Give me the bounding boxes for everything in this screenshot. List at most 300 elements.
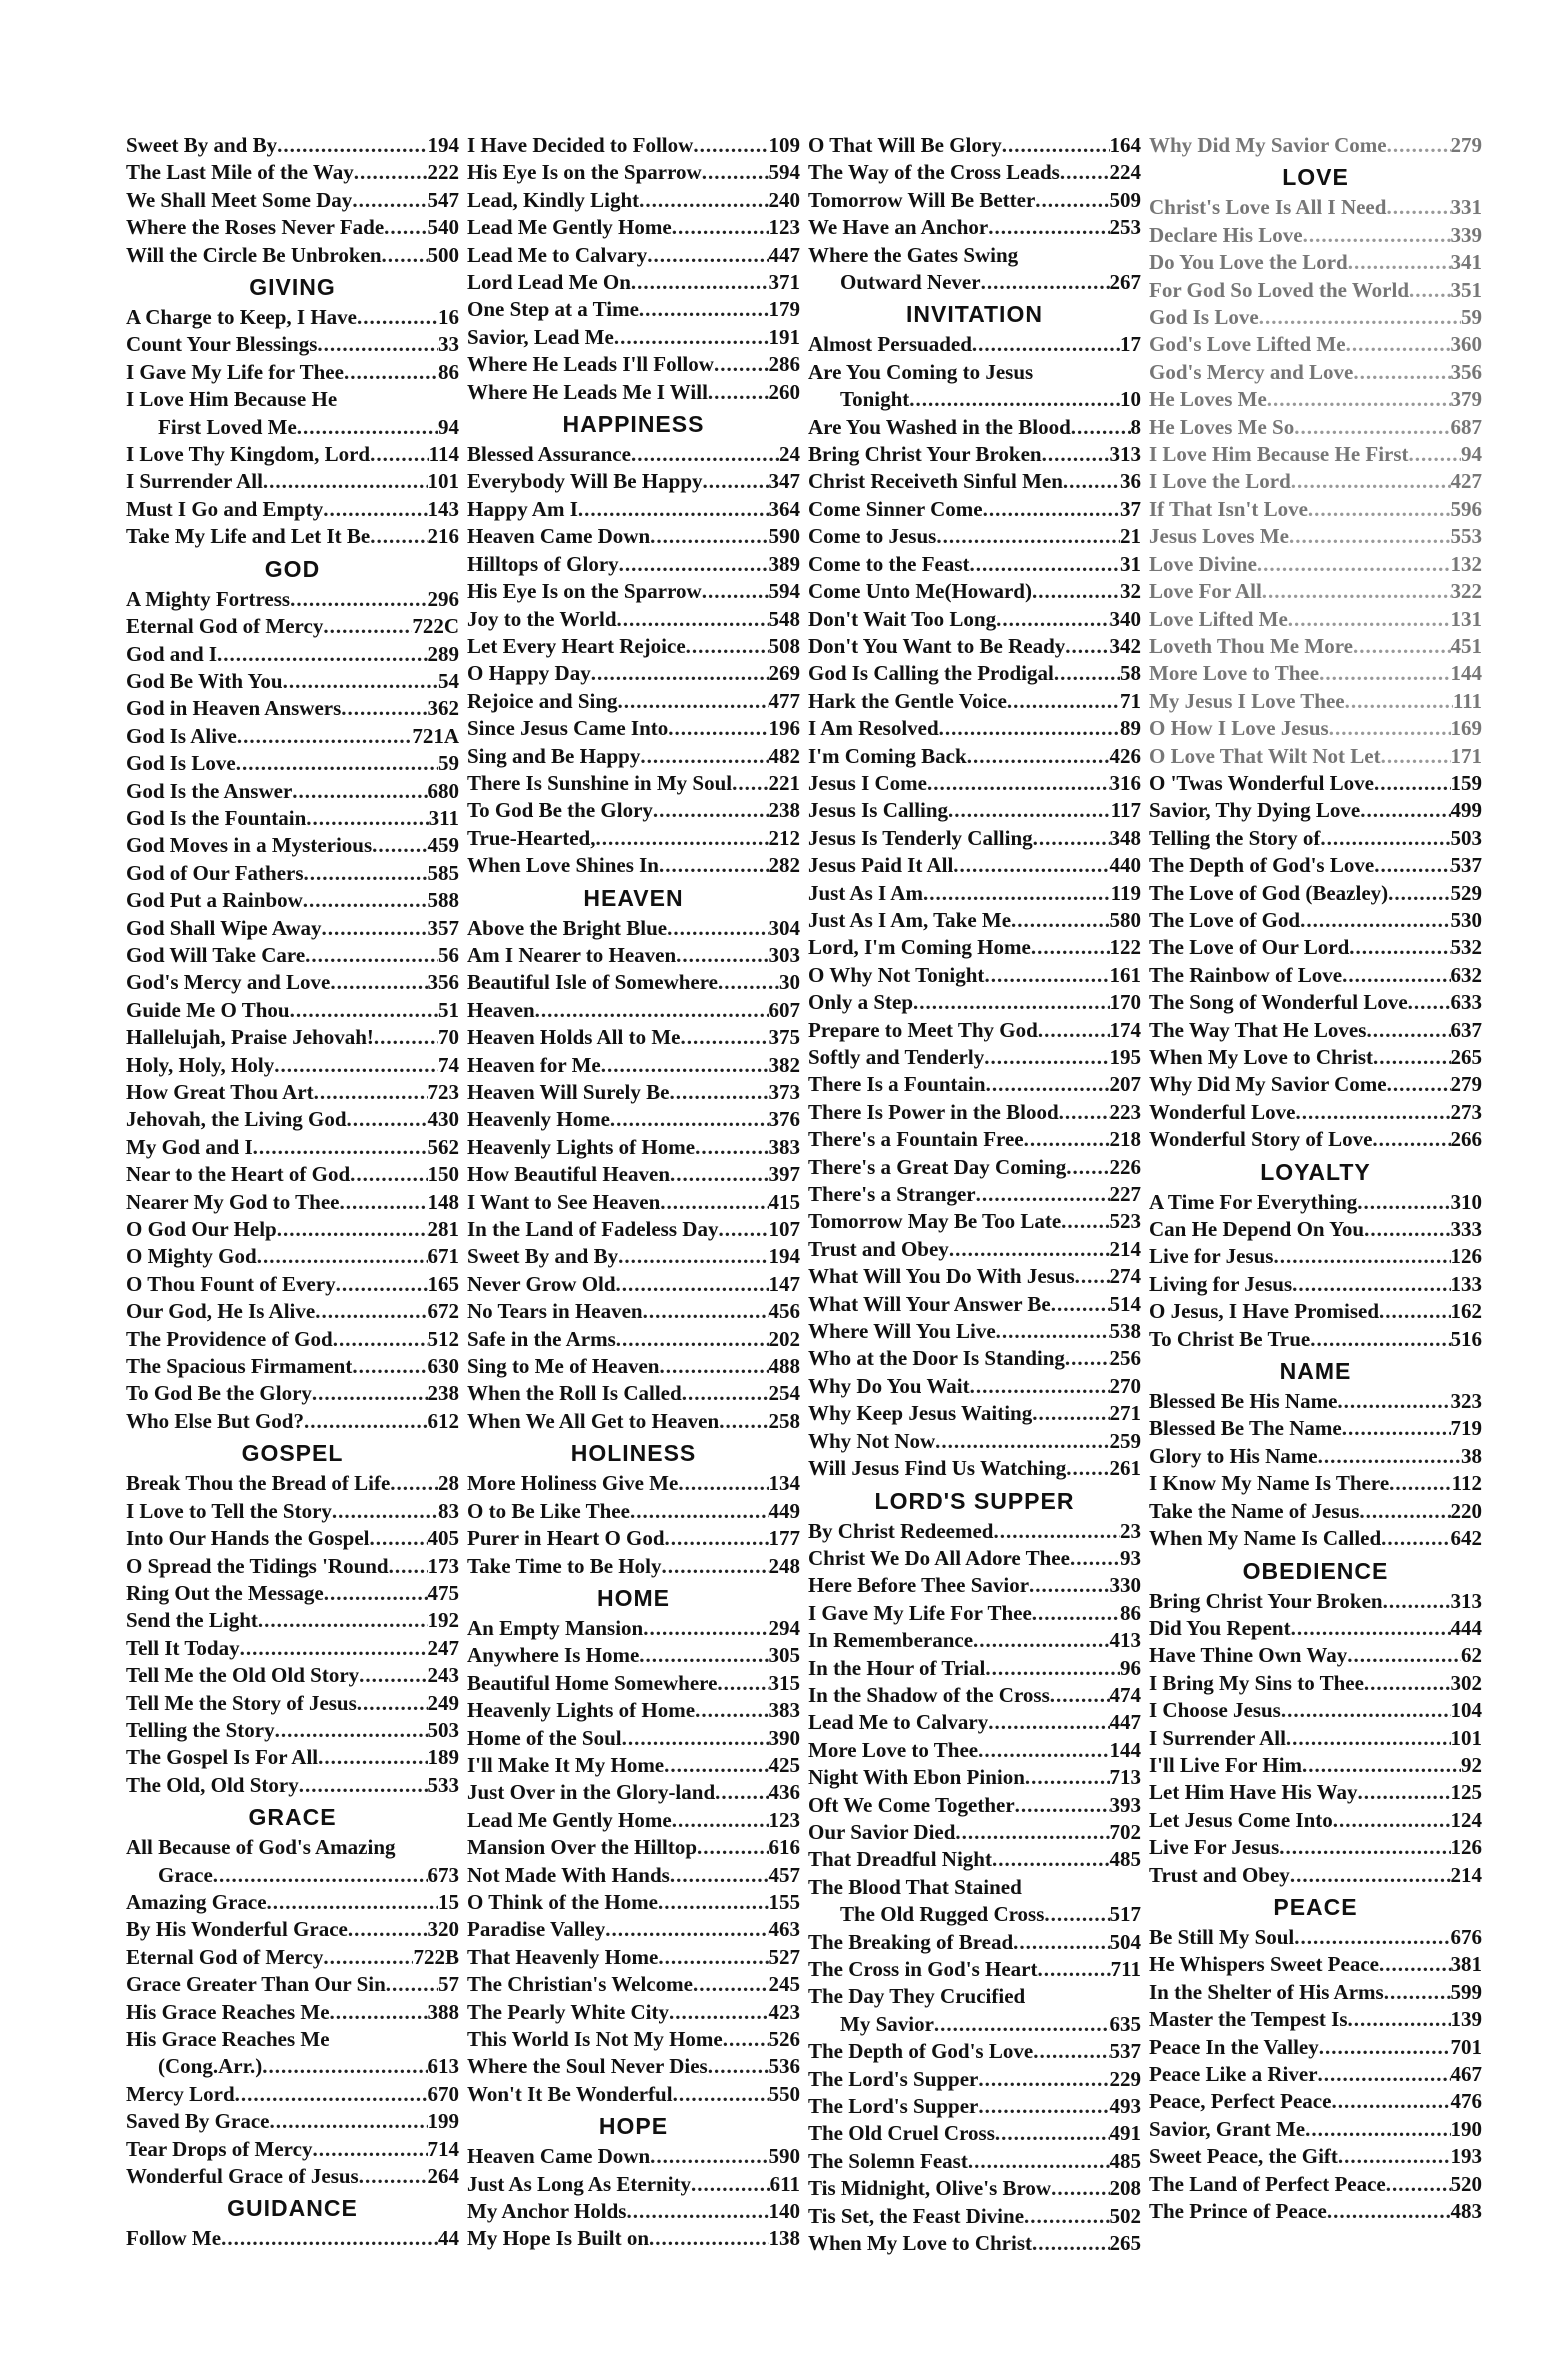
- dot-leader: [686, 633, 769, 660]
- hymn-title: Near to the Heart of God: [126, 1162, 351, 1187]
- dot-leader: [1387, 132, 1451, 159]
- hymn-number: 330: [1109, 1573, 1141, 1598]
- topic-section: [126, 1799, 459, 2190]
- hymn-number: 162: [1450, 1299, 1482, 1324]
- hymn-number: 17: [1120, 332, 1141, 357]
- dot-leader: [972, 331, 1120, 358]
- dot-leader: [719, 1408, 768, 1435]
- hymn-entry: [1149, 1725, 1482, 1752]
- hymn-number: 74: [438, 1052, 459, 1077]
- dot-leader: [1024, 2203, 1109, 2230]
- hymn-entry: [126, 2163, 459, 2190]
- hymn-entry: [126, 1999, 459, 2026]
- hymn-title: When My Love to Christ: [1149, 1045, 1373, 1069]
- hymn-number: 224: [1109, 160, 1141, 185]
- dot-leader: [1044, 1901, 1109, 1928]
- hymn-number: 607: [768, 997, 800, 1022]
- hymn-title: Just As Long As Eternity: [467, 2171, 692, 2196]
- hymn-number: 159: [1450, 770, 1482, 795]
- hymn-entry: [808, 1318, 1141, 1345]
- dot-leader: [336, 1271, 428, 1298]
- dot-leader: [359, 1662, 427, 1689]
- hymn-number: 590: [768, 524, 800, 549]
- hymn-entry: [467, 852, 800, 879]
- hymn-entry: [1149, 468, 1482, 495]
- dot-leader: [703, 468, 769, 495]
- hymn-title: Who at the Door Is Standing: [808, 1346, 1065, 1371]
- hymn-title: He Loves Me So: [1149, 414, 1295, 439]
- hymn-entry: [126, 359, 459, 386]
- hymn-entry: [126, 1889, 459, 1916]
- hymn-number: 483: [1450, 2199, 1482, 2224]
- hymn-entry: [808, 1819, 1141, 1846]
- hymn-title: The Blood That Stained: [808, 1874, 1022, 1899]
- hymn-title: I'll Make It My Home: [467, 1752, 665, 1777]
- hymn-title: Sweet Peace, the Gift: [1149, 2144, 1338, 2169]
- hymn-entry: [808, 852, 1141, 879]
- dot-leader: [1349, 934, 1450, 961]
- index-column: [1149, 132, 1482, 2307]
- dot-leader: [665, 1525, 769, 1552]
- hymn-number: 425: [768, 1752, 800, 1777]
- hymn-entry: [467, 915, 800, 942]
- hymn-title: God Be With You: [126, 668, 283, 693]
- hymn-title: Everybody Will Be Happy: [467, 469, 703, 494]
- hymn-number: 313: [1109, 442, 1141, 467]
- hymn-entry: [126, 1525, 459, 1552]
- hymn-number: 214: [1450, 1862, 1482, 1887]
- hymn-title: My Hope Is Built on: [467, 2226, 650, 2251]
- dot-leader: [1007, 688, 1120, 715]
- hymn-title: I Love Thy Kingdom, Lord: [126, 442, 371, 467]
- hymn-number: 447: [1109, 1710, 1141, 1735]
- hymn-number: 256: [1109, 1346, 1141, 1371]
- hymn-title: The Breaking of Bread: [808, 1929, 1014, 1954]
- topic-heading: LOYALTY: [1260, 1158, 1371, 1185]
- hymn-entry: [808, 578, 1141, 605]
- hymn-number: 10: [1120, 387, 1141, 412]
- hymn-title: Did You Repent: [1149, 1615, 1291, 1640]
- hymn-title: Are You Coming to Jesus: [808, 359, 1034, 384]
- hymn-number: 714: [427, 2136, 459, 2161]
- hymn-entry: [1149, 194, 1482, 221]
- hymn-title: Where the Gates Swing: [808, 242, 1019, 267]
- topic-heading: OBEDIENCE: [1242, 1557, 1389, 1584]
- hymn-entry: [467, 1642, 800, 1669]
- dot-leader: [667, 915, 768, 942]
- hymn-title: I Have Decided to Follow: [467, 133, 694, 157]
- hymn-entry: [126, 386, 459, 441]
- hymn-title-continued: My Savior: [840, 2011, 934, 2036]
- hymn-entry: [1149, 2116, 1482, 2143]
- hymn-title: Hallelujah, Praise Jehovah!: [126, 1025, 374, 1050]
- hymn-number: 57: [438, 1972, 459, 1997]
- hymn-number: 547: [427, 187, 459, 212]
- dot-leader: [1300, 907, 1450, 934]
- hymn-entry: [467, 2081, 800, 2108]
- dot-leader: [269, 2108, 427, 2135]
- hymn-entry: [808, 441, 1141, 468]
- hymn-entry: [467, 1615, 800, 1642]
- hymn-number: 333: [1450, 1217, 1482, 1242]
- hymn-number: 493: [1109, 2094, 1141, 2119]
- hymn-entry: [1149, 907, 1482, 934]
- dot-leader: [1372, 1126, 1450, 1153]
- hymn-entry: [467, 551, 800, 578]
- topic-section: [467, 406, 800, 880]
- hymn-number: 214: [1109, 1236, 1141, 1261]
- hymn-entry: [1149, 1071, 1482, 1098]
- hymn-title: I Bring My Sins to Thee: [1149, 1670, 1364, 1695]
- hymn-entry: [1149, 331, 1482, 358]
- hymn-number: 33: [438, 332, 459, 357]
- hymn-entry: [1149, 852, 1482, 879]
- hymn-entry: [1149, 1298, 1482, 1325]
- hymn-number: 150: [427, 1162, 459, 1187]
- hymn-entry: [808, 468, 1141, 495]
- dot-leader: [1279, 1834, 1450, 1861]
- hymn-title: Glory to His Name: [1149, 1443, 1318, 1468]
- dot-leader: [1024, 1126, 1110, 1153]
- hymn-entry: [1149, 1779, 1482, 1806]
- hymn-number: 530: [1450, 907, 1482, 932]
- topic-heading: NAME: [1279, 1358, 1352, 1385]
- hymn-entry: [467, 1079, 800, 1106]
- hymn-title: There's a Stranger: [808, 1182, 976, 1207]
- hymn-entry: [1149, 934, 1482, 961]
- hymn-title: Mansion Over the Hilltop: [467, 1835, 698, 1860]
- hymn-title: Break Thou the Bread of Life: [126, 1471, 391, 1496]
- hymn-entry: [467, 269, 800, 296]
- hymn-entry: [126, 668, 459, 695]
- hymn-entry: [1149, 2006, 1482, 2033]
- dot-leader: [1291, 1615, 1451, 1642]
- hymn-entry: [126, 1106, 459, 1133]
- topic-section: [1149, 770, 1482, 1154]
- hymn-number: 323: [1450, 1389, 1482, 1414]
- hymn-entry: [126, 887, 459, 914]
- dot-leader: [697, 1834, 768, 1861]
- dot-leader: [1303, 222, 1451, 249]
- hymn-entry: [467, 770, 800, 797]
- dot-leader: [1051, 1291, 1110, 1318]
- hymn-entry: [808, 1428, 1141, 1455]
- hymn-number: 342: [1109, 633, 1141, 658]
- dot-leader: [1318, 1443, 1461, 1470]
- hymn-number: 320: [427, 1917, 459, 1942]
- hymn-entry: [808, 2175, 1141, 2202]
- dot-leader: [1386, 2171, 1451, 2198]
- hymn-number: 512: [427, 1326, 459, 1351]
- hymn-title: Christ's Love Is All I Need: [1149, 195, 1387, 220]
- hymn-number: 71: [1120, 688, 1141, 713]
- hymn-title: God Is Love: [1149, 305, 1259, 330]
- hymn-title: God Is the Answer: [126, 778, 293, 803]
- hymn-number: 222: [427, 160, 459, 185]
- hymn-entry: [808, 1627, 1141, 1654]
- hymn-entry: [808, 1044, 1141, 1071]
- hymn-title: That Heavenly Home: [467, 1944, 659, 1969]
- dot-leader: [1360, 797, 1450, 824]
- hymn-number: 351: [1450, 277, 1482, 302]
- dot-leader: [626, 2198, 768, 2225]
- dot-leader: [664, 1752, 768, 1779]
- dot-leader: [237, 723, 412, 750]
- hymn-number: 32: [1120, 579, 1141, 604]
- hymn-title: God Put a Rainbow: [126, 888, 303, 913]
- hymn-entry: [467, 1916, 800, 1943]
- hymn-title: The Solemn Feast: [808, 2148, 968, 2173]
- hymn-number: 341: [1450, 250, 1482, 275]
- dot-leader: [1015, 1792, 1110, 1819]
- hymn-number: 356: [1450, 359, 1482, 384]
- hymn-number: 382: [768, 1052, 800, 1077]
- hymn-title: O Mighty God: [126, 1244, 257, 1269]
- hymn-title: I Love the Lord: [1149, 469, 1291, 494]
- hymn-title: Since Jesus Came Into: [467, 716, 669, 741]
- dot-leader: [1259, 304, 1461, 331]
- hymn-number: 111: [1452, 688, 1482, 713]
- hymn-number: 148: [427, 1189, 459, 1214]
- hymn-title: Tear Drops of Mercy: [126, 2136, 313, 2161]
- hymn-entry: [467, 715, 800, 742]
- hymn-number: 177: [768, 1526, 800, 1551]
- topic-heading: GIVING: [249, 274, 336, 301]
- hymn-entry: [1149, 2171, 1482, 2198]
- hymn-entry: [1149, 277, 1482, 304]
- hymn-title: We Shall Meet Some Day: [126, 187, 353, 212]
- hymn-entry: [126, 1380, 459, 1407]
- hymn-title: Follow Me: [126, 2226, 222, 2251]
- hymn-number: 537: [1450, 853, 1482, 878]
- hymn-number: 240: [768, 187, 800, 212]
- hymn-entry: [808, 2093, 1141, 2120]
- hymn-title: Grace Greater Than Our Sin: [126, 1972, 386, 1997]
- hymn-entry: [467, 1889, 800, 1916]
- hymn-title: The Way of the Cross Leads: [808, 160, 1060, 185]
- hymn-entry: [467, 1999, 800, 2026]
- hymn-title: There's a Fountain Free: [808, 1127, 1024, 1152]
- dot-leader: [257, 1243, 428, 1270]
- hymn-entry: [126, 942, 459, 969]
- dot-leader: [1032, 1600, 1120, 1627]
- hymn-number: 548: [768, 606, 800, 631]
- dot-leader: [672, 1807, 769, 1834]
- topic-section: [1149, 159, 1482, 770]
- hymn-number: 612: [427, 1408, 459, 1433]
- dot-leader: [670, 1862, 769, 1889]
- topic-section: [467, 1435, 800, 1580]
- hymn-number: 94: [438, 414, 459, 439]
- hymn-title: The Old Cruel Cross: [808, 2121, 995, 2146]
- dot-leader: [1345, 688, 1453, 715]
- dot-leader: [622, 1725, 769, 1752]
- topic-heading: LOVE: [1282, 164, 1349, 191]
- hymn-entry: [808, 159, 1141, 186]
- dot-leader: [1373, 1044, 1451, 1071]
- dot-leader: [354, 159, 428, 186]
- hymn-number: 499: [1450, 798, 1482, 823]
- dot-leader: [1342, 1415, 1451, 1442]
- hymn-number: 504: [1109, 1929, 1141, 1954]
- dot-leader: [274, 1052, 438, 1079]
- dot-leader: [1294, 414, 1450, 441]
- hymn-number: 383: [768, 1134, 800, 1159]
- hymn-number: 537: [1109, 2039, 1141, 2064]
- hymn-number: 202: [768, 1326, 800, 1351]
- hymn-number: 37: [1120, 496, 1141, 521]
- dot-leader: [673, 2081, 769, 2108]
- dot-leader: [221, 2225, 438, 2252]
- hymn-entry: [808, 1373, 1141, 1400]
- dot-leader: [708, 379, 769, 406]
- dot-leader: [390, 1470, 438, 1497]
- hymn-number: 243: [427, 1663, 459, 1688]
- dot-leader: [304, 860, 428, 887]
- dot-leader: [1002, 132, 1110, 159]
- hymn-title-continued: The Old Rugged Cross: [840, 1902, 1045, 1927]
- dot-leader: [213, 1862, 428, 1889]
- topic-section: [467, 1580, 800, 2108]
- hymn-title: I Know My Name Is There: [1149, 1471, 1390, 1496]
- hymn-title: Why Not Now: [808, 1428, 936, 1453]
- hymn-entry: [808, 1291, 1141, 1318]
- dot-leader: [1359, 1498, 1450, 1525]
- dot-leader: [1357, 1189, 1450, 1216]
- dot-leader: [639, 187, 768, 214]
- hymn-entry: [1149, 132, 1482, 159]
- hymn-title: Take the Name of Jesus: [1149, 1498, 1360, 1523]
- dot-leader: [1037, 1956, 1110, 1983]
- hymn-entry: [126, 2136, 459, 2163]
- hymn-title: Our God, He Is Alive: [126, 1299, 316, 1324]
- hymn-number: 426: [1109, 743, 1141, 768]
- hymn-number: 360: [1450, 332, 1482, 357]
- dot-leader: [992, 1846, 1110, 1873]
- hymn-title: The Land of Perfect Peace: [1149, 2171, 1386, 2196]
- hymn-number: 594: [768, 160, 800, 185]
- hymn-title: The Gospel Is For All: [126, 1745, 319, 1770]
- hymn-title: By Christ Redeemed: [808, 1518, 994, 1543]
- hymn-number: 59: [438, 751, 459, 776]
- hymn-entry: [1149, 1388, 1482, 1415]
- hymn-entry: [126, 723, 459, 750]
- dot-leader: [660, 1189, 768, 1216]
- hymn-entry: [126, 832, 459, 859]
- hymn-title: Can He Depend On You: [1149, 1217, 1365, 1242]
- dot-leader: [1310, 1326, 1450, 1353]
- hymn-entry: [126, 1243, 459, 1270]
- hymn-number: 36: [1120, 469, 1141, 494]
- hymn-entry: [808, 1099, 1141, 1126]
- hymn-title: To God Be the Glory: [467, 798, 653, 823]
- hymn-number: 132: [1450, 551, 1482, 576]
- hymn-number: 536: [768, 2054, 800, 2079]
- hymn-number: 260: [768, 379, 800, 404]
- hymn-title: Heaven Holds All to Me: [467, 1025, 681, 1050]
- dot-leader: [323, 613, 412, 640]
- hymn-number: 54: [438, 668, 459, 693]
- dot-leader: [1388, 880, 1450, 907]
- hymn-entry: [467, 606, 800, 633]
- hymn-entry: [126, 441, 459, 468]
- hymn-number: 379: [1450, 387, 1482, 412]
- hymn-entry: [126, 159, 459, 186]
- dot-leader: [1066, 1455, 1109, 1482]
- topic-section: [126, 132, 459, 269]
- hymn-entry: [1149, 523, 1482, 550]
- hymn-number: 415: [768, 1189, 800, 1214]
- dot-leader: [953, 852, 1109, 879]
- hymn-title: I Love Him Because He First: [1149, 442, 1409, 467]
- hymn-entry: [1149, 1498, 1482, 1525]
- hymn-entry: [808, 1600, 1141, 1627]
- hymn-number: 107: [768, 1217, 800, 1242]
- hymn-title: The Cross in God's Heart: [808, 1957, 1038, 1981]
- dot-leader: [384, 214, 427, 241]
- hymn-entry: [126, 2225, 459, 2252]
- dot-leader: [693, 1971, 769, 1998]
- hymn-number: 138: [768, 2226, 800, 2251]
- hymn-title: Here Before Thee Savior: [808, 1573, 1030, 1598]
- hymn-entry: [808, 214, 1141, 241]
- dot-leader: [723, 2026, 769, 2053]
- dot-leader: [988, 214, 1109, 241]
- hymn-title: Amazing Grace: [126, 1889, 267, 1914]
- hymn-number: 451: [1450, 633, 1482, 658]
- hymn-title: Wonderful Story of Love: [1149, 1127, 1373, 1152]
- dot-leader: [1353, 633, 1451, 660]
- hymn-title: Sing to Me of Heaven: [467, 1354, 660, 1379]
- dot-leader: [988, 1709, 1109, 1736]
- hymn-title: Peace Like a River: [1149, 2062, 1318, 2086]
- hymn-entry: [467, 2143, 800, 2170]
- topic-section: [467, 2108, 800, 2253]
- hymn-number: 261: [1109, 1456, 1141, 1481]
- hymn-number: 721A: [412, 723, 459, 748]
- hymn-title: God of Our Fathers: [126, 860, 304, 885]
- dot-leader: [1387, 1071, 1451, 1098]
- hymn-entry: [126, 805, 459, 832]
- hymn-title: Softly and Tenderly: [808, 1045, 985, 1069]
- hymn-title: Safe in the Arms: [467, 1326, 616, 1351]
- hymn-number: 195: [1109, 1045, 1141, 1069]
- hymn-entry: [467, 351, 800, 378]
- dot-leader: [314, 1079, 428, 1106]
- hymn-title: Eternal God of Mercy: [126, 614, 324, 639]
- dot-leader: [1342, 962, 1450, 989]
- hymn-number: 89: [1120, 716, 1141, 741]
- hymn-entry: [1149, 1189, 1482, 1216]
- hymn-entry: [126, 214, 459, 241]
- dot-leader: [1348, 2006, 1451, 2033]
- hymn-entry: [1149, 1752, 1482, 1779]
- dot-leader: [610, 1106, 769, 1133]
- dot-leader: [382, 242, 428, 269]
- dot-leader: [639, 1642, 768, 1669]
- hymn-title: Come to Jesus: [808, 524, 937, 549]
- hymn-title: An Empty Mansion: [467, 1615, 644, 1640]
- dot-leader: [913, 989, 1109, 1016]
- dot-leader: [1408, 989, 1451, 1016]
- hymn-entry: [808, 551, 1141, 578]
- dot-leader: [1347, 1642, 1461, 1669]
- hymn-title: Where the Roses Never Fade: [126, 215, 385, 240]
- dot-leader: [1262, 578, 1451, 605]
- dot-leader: [305, 942, 438, 969]
- hymn-title: God Moves in a Mysterious: [126, 833, 373, 858]
- hymn-number: 449: [768, 1498, 800, 1523]
